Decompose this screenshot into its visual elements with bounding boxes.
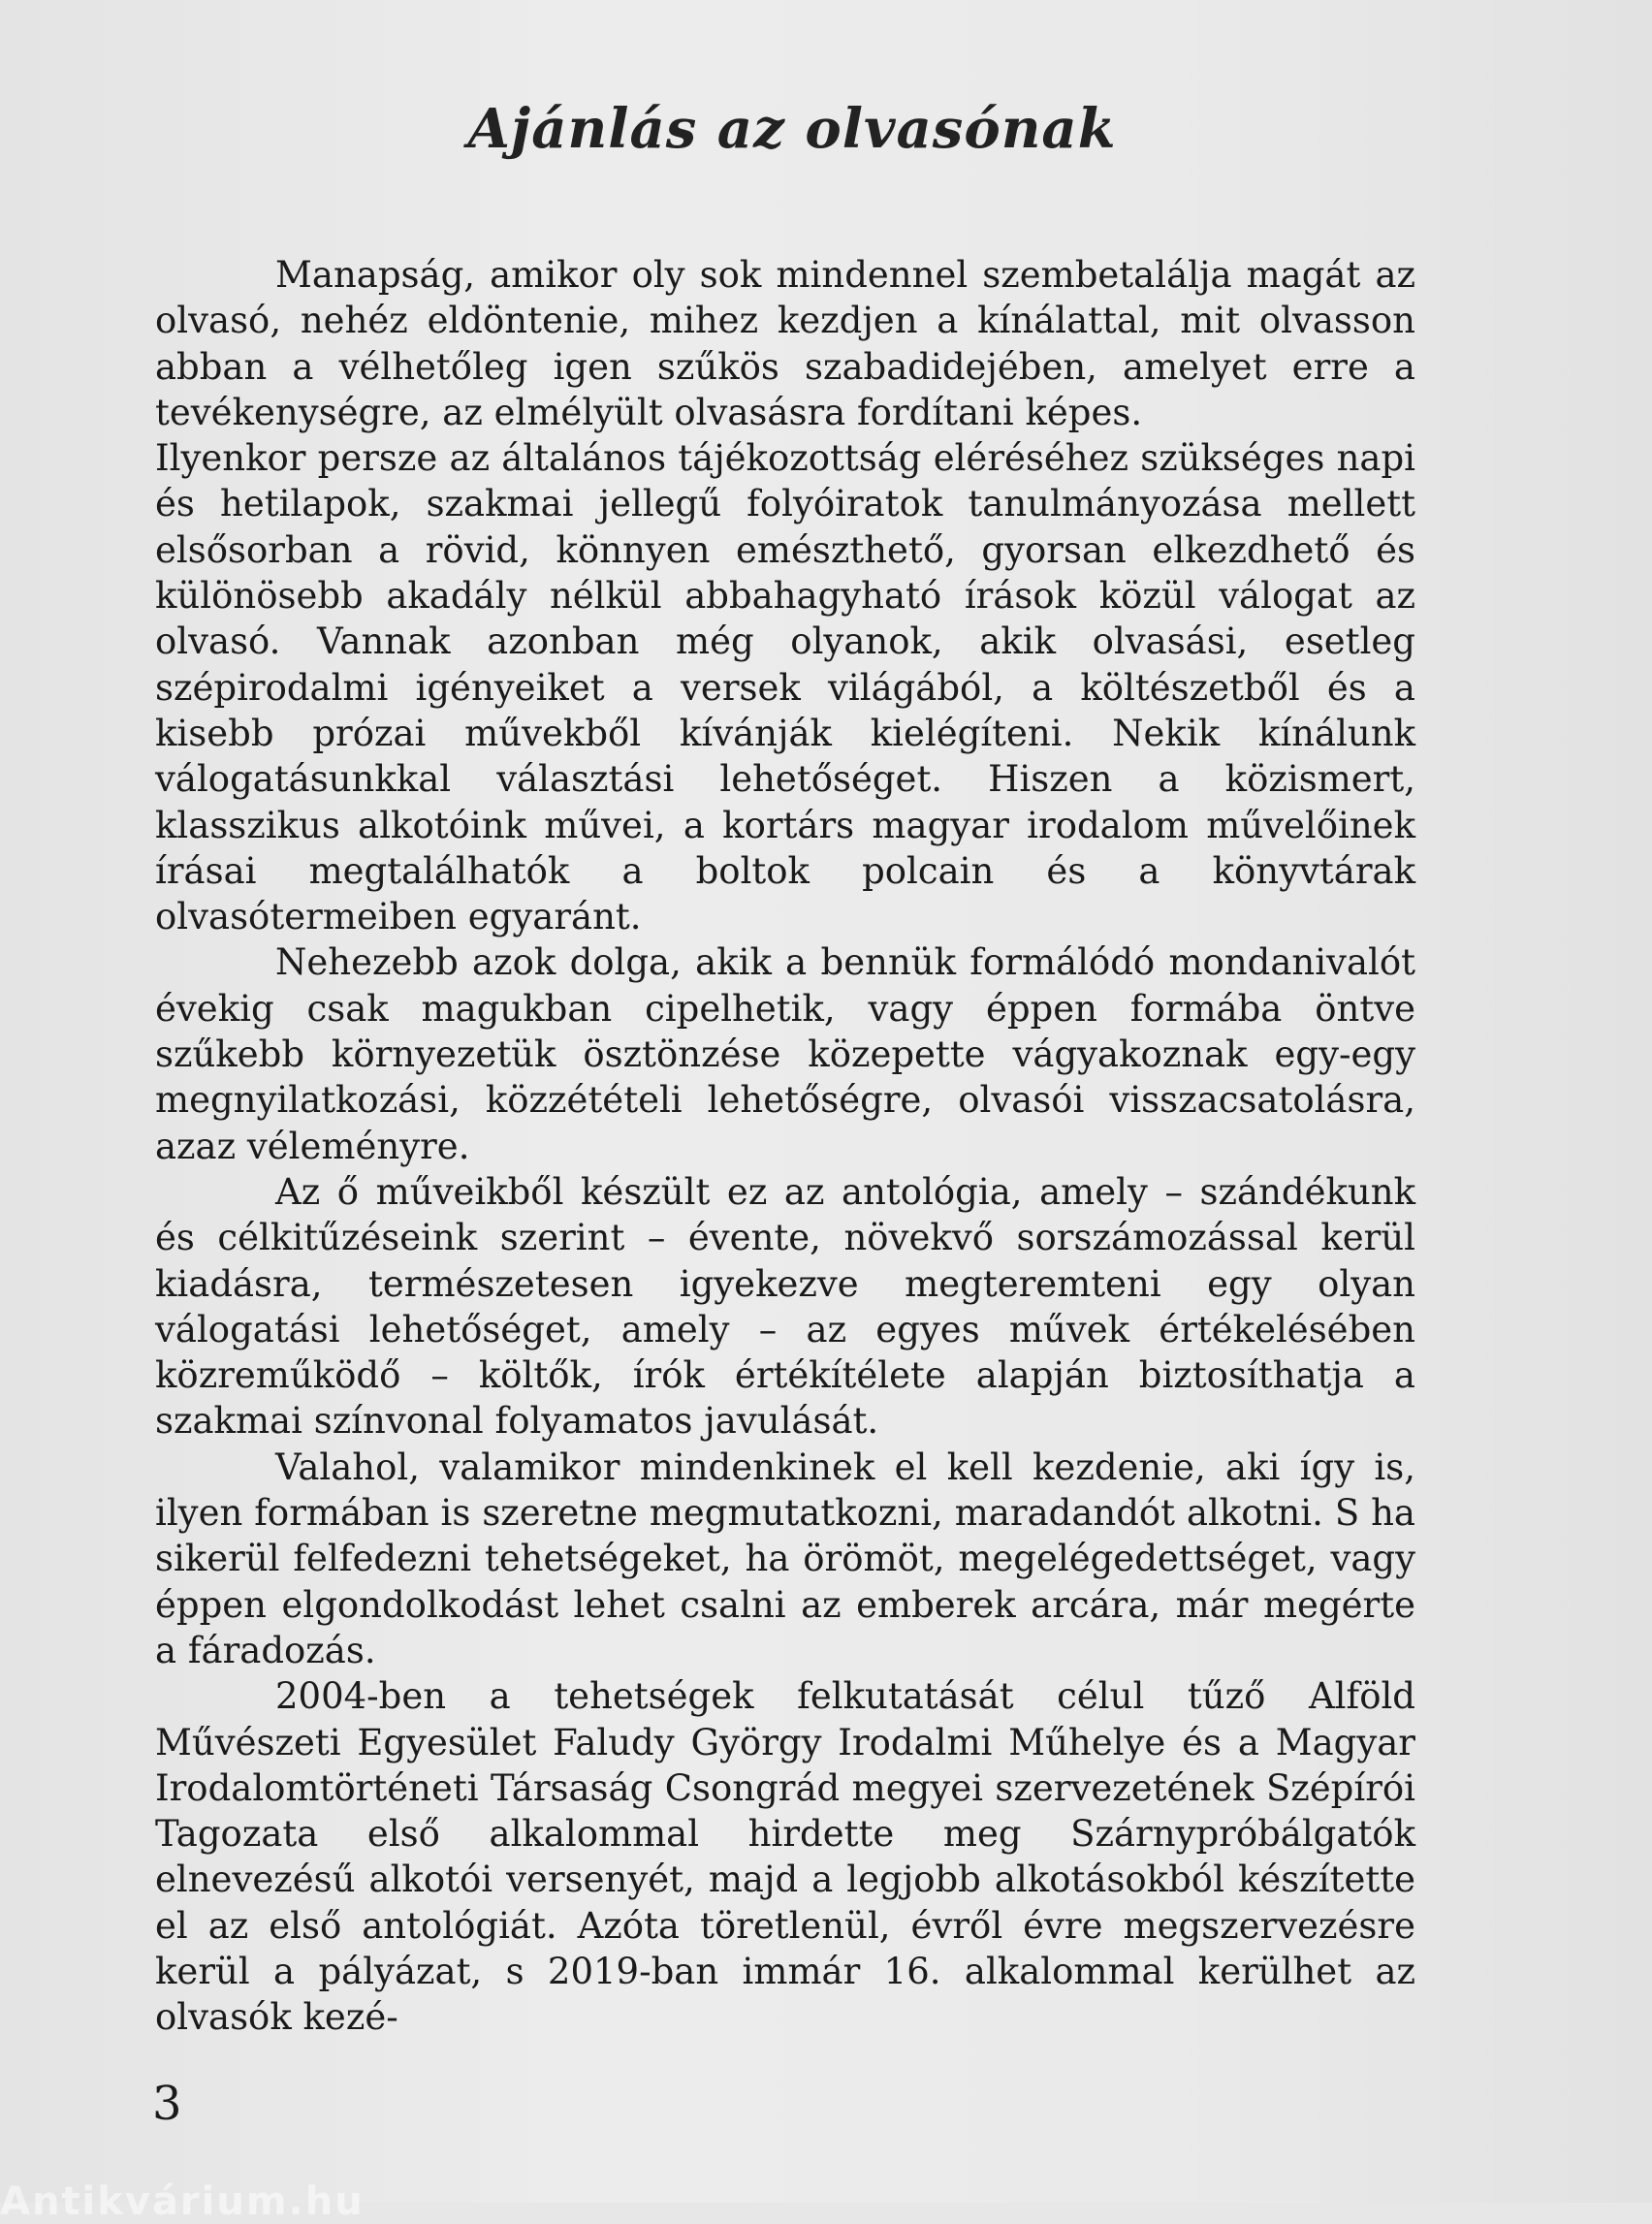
- watermark: Antikvárium.hu: [0, 2179, 365, 2224]
- paragraph: Az ő műveikből készült ez az antológia, amely – szándékunk és célkitűzéseink szerint – évente, növekvő sorszámozással kerül kiadásra, természetesen igyekezve megteremteni egy olyan válogatási lehetőséget, amely – az egyes művek értékelésében közreműködő – költők, írók értékítélete alapján biztosíthatja a szakmai színvonal folyamatos javulását.: [155, 1170, 1415, 1443]
- paragraph: Ilyenkor persze az általános tájékozottság eléréséhez szükséges napi és hetilapok, szakmai jellegű folyóiratok tanulmányozása mellett elsősorban a rövid, könnyen emészthető, gyorsan elkezdhető és különösebb akadály nélkül abbahagyható írások közül válogat az olvasó. Vannak azonban még olyanok, akik olvasási, esetleg szépirodalmi igényeiket a versek világából, a költészetből és a kisebb prózai művekből kívánják kielégíteni. Nekik kínálunk válogatásunkkal választási lehetőséget. Hiszen a közismert, klasszikus alkotóink művei, a kortárs magyar irodalom művelőinek írásai megtalálhatók a boltok polcain és a könyvtárak olvasótermeiben egyaránt.: [155, 437, 1415, 938]
- paragraph: Nehezebb azok dolga, akik a bennük formálódó mondanivalót évekig csak magukban cipelhetik, vagy éppen formába öntve szűkebb környezetük ösztönzése közepette vágyakoznak egy-egy megnyilatkozási, közzétételi lehetőségre, olvasói visszacsatolásra, azaz véleményre.: [155, 941, 1415, 1167]
- page-number: 3: [152, 2077, 182, 2131]
- paragraph: 2004-ben a tehetségek felkutatását célul tűző Alföld Művészeti Egyesület Faludy György Irodalmi Műhelye és a Magyar Irodalomtörténeti Társaság Csongrád megyei szervezetének Szépírói Tagozata első alkalommal hirdette meg Szárnypróbálgatók elnevezésű alkotói versenyét, majd a legjobb alkotásokból készítette el az első antológiát. Azóta töretlenül, évről évre megszervezésre kerül a pályázat, s 2019-ban immár 16. alkalommal kerülhet az olvasók kezé-: [155, 1675, 1415, 2039]
- paragraph: Manapság, amikor oly sok mindennel szembetalálja magát az olvasó, nehéz eldöntenie, mihez kezdjen a kínálattal, mit olvasson abban a vélhetőleg igen szűkös szabadidejében, amelyet erre a tevékenységre, az elmélyült olvasásra fordítani képes.: [155, 254, 1415, 433]
- page-title: Ajánlás az olvasónak: [467, 97, 1117, 161]
- body-text: [155, 252, 1415, 2041]
- paragraph: Valahol, valamikor mindenkinek el kell kezdenie, aki így is, ilyen formában is szeretne megmutatkozni, maradandót alkotni. S ha sikerül felfedezni tehetségeket, ha örömöt, megelégedettséget, vagy éppen elgondolkodást lehet csalni az emberek arcára, már megérte a fáradozás.: [155, 1446, 1415, 1671]
